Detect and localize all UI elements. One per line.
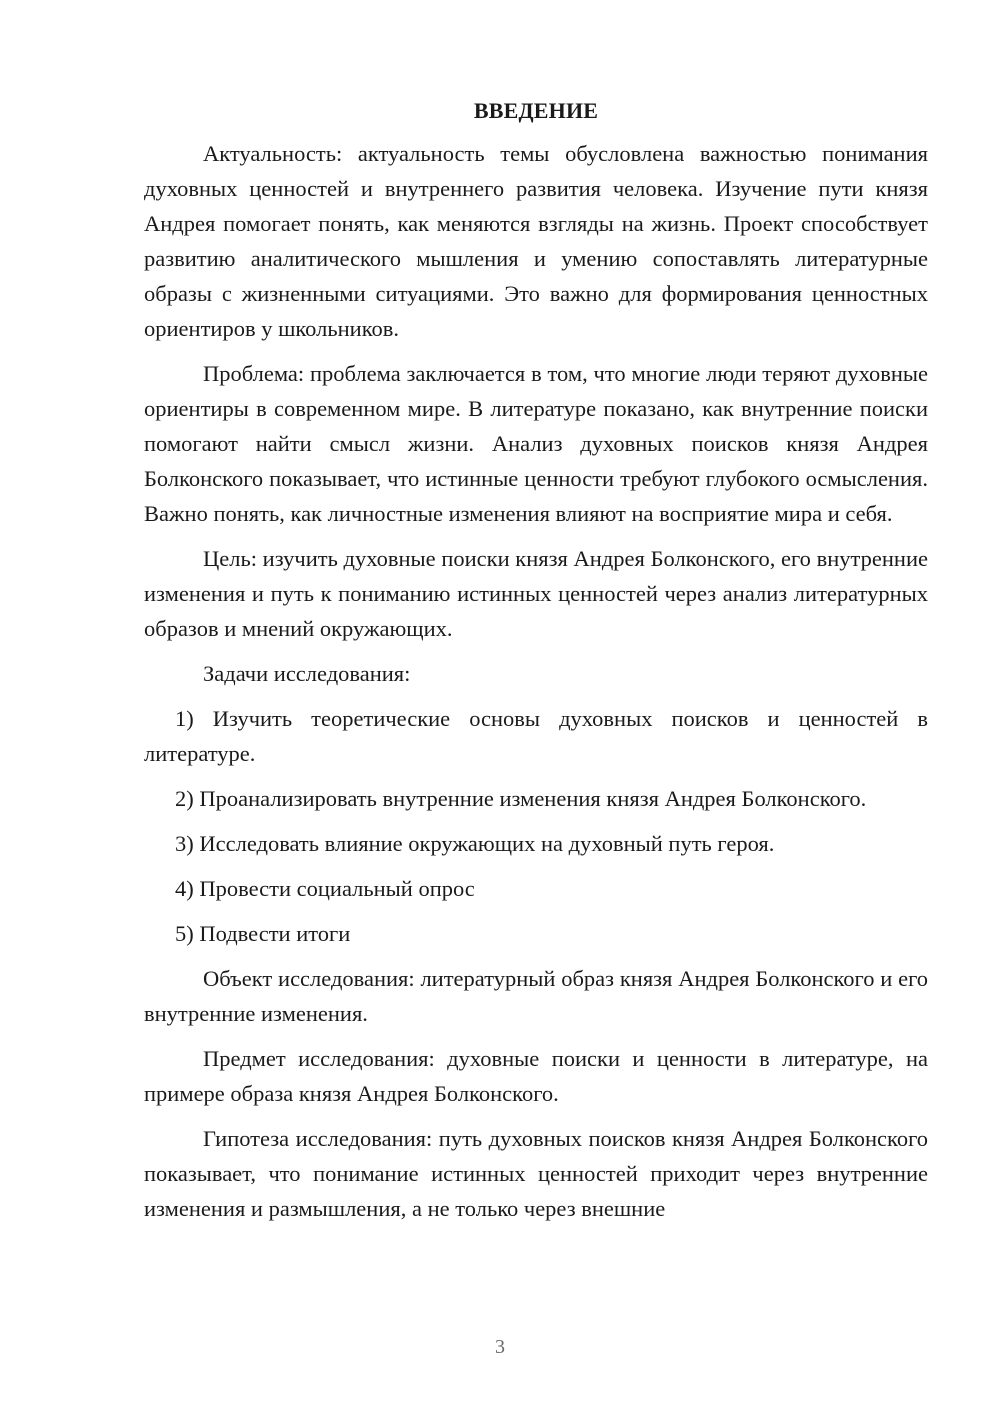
- task-item-5: 5) Подвести итоги: [175, 921, 351, 946]
- relevance-paragraph: Актуальность: актуальность темы обусловлена важностью понимания духовных ценностей и внутреннего развития человека. Изучение пути князя Андрея помогает понять, как меняются взгляды на жизнь. Проект способствует развитию аналитического мышления и умению сопоставлять литературные образы с жизненными ситуациями. Это важно для формирования ценностных ориентиров у школьников.: [144, 141, 928, 341]
- task-item-3: 3) Исследовать влияние окружающих на духовный путь героя.: [175, 831, 775, 856]
- object-paragraph: Объект исследования: литературный образ князя Андрея Болконского и его внутренние изменения.: [144, 966, 928, 1026]
- tasks-heading: Задачи исследования:: [203, 661, 411, 686]
- task-item-4: 4) Провести социальный опрос: [175, 876, 475, 901]
- task-item-1: 1) Изучить теоретические основы духовных поисков и ценностей в литературе.: [144, 706, 928, 766]
- hypothesis-paragraph: Гипотеза исследования: путь духовных поисков князя Андрея Болконского показывает, что понимание истинных ценностей приходит через внутренние изменения и размышления, а не только через внешние: [144, 1126, 928, 1221]
- page-content: [144, 96, 928, 1236]
- goal-paragraph: Цель: изучить духовные поиски князя Андрея Болконского, его внутренние изменения и путь к пониманию истинных ценностей через анализ литературных образов и мнений окружающих.: [144, 546, 928, 641]
- section-title: ВВЕДЕНИЕ: [473, 98, 599, 123]
- subject-paragraph: Предмет исследования: духовные поиски и ценности в литературе, на примере образа князя Андрея Болконского.: [144, 1046, 928, 1106]
- page-number: 3: [495, 1336, 505, 1358]
- task-item-2: 2) Проанализировать внутренние изменения князя Андрея Болконского.: [175, 786, 867, 811]
- problem-paragraph: Проблема: проблема заключается в том, что многие люди теряют духовные ориентиры в современном мире. В литературе показано, как внутренние поиски помогают найти смысл жизни. Анализ духовных поисков князя Андрея Болконского показывает, что истинные ценности требуют глубокого осмысления. Важно понять, как личностные изменения влияют на восприятие мира и себя.: [144, 361, 928, 526]
